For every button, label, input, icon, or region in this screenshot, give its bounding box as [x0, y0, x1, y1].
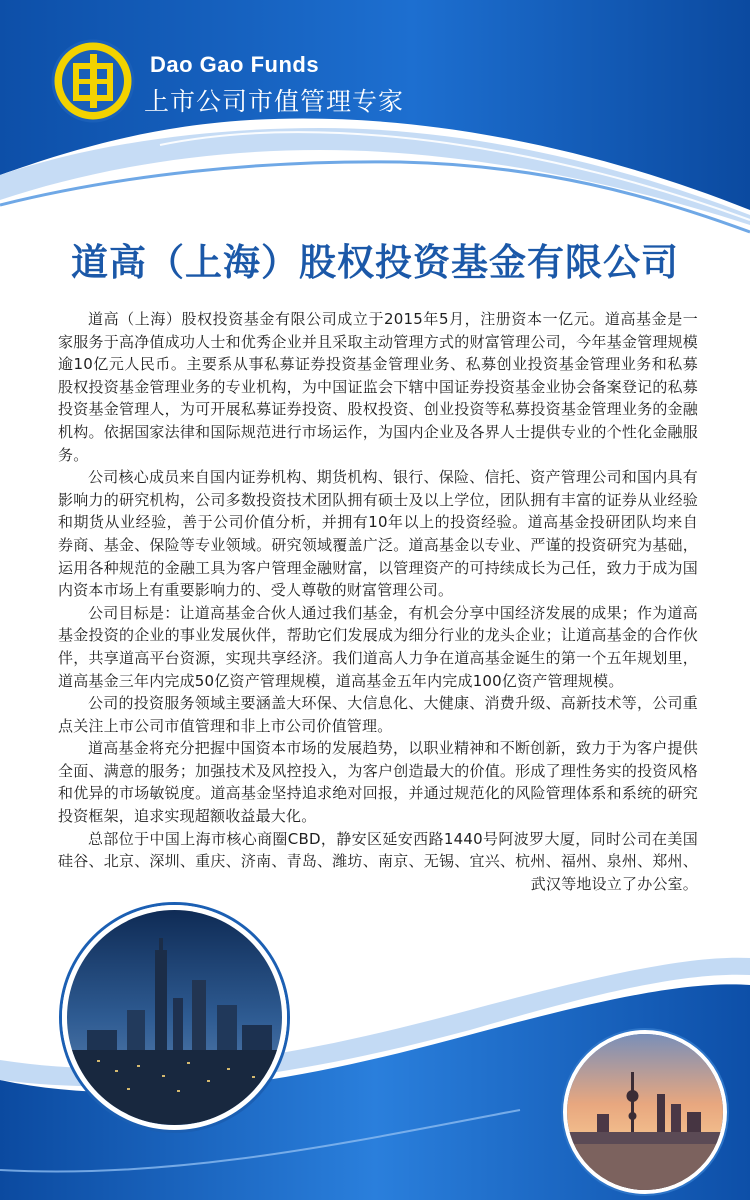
paragraph-sectors: 公司的投资服务领域主要涵盖大环保、大信息化、大健康、消费升级、高新技术等，公司重点关注上市公司市值管理和非上市公司价值管理。: [58, 694, 698, 735]
paragraph-team: 公司核心成员来自国内证券机构、期货机构、银行、保险、信托、资产管理公司和国内具有影响力的研究机构，公司多数投资技术团队拥有硕士及以上学位，团队拥有丰富的证券从业经验和期货从业经验，善于公司价值分析，并拥有10年以上的投资经验。道高基金投研团队均来自券商、基金、保险等专业领域。研究领域覆盖广泛。道高基金以专业、严谨的投资研究为基础，运用各种规范的金融工具为客户管理金融财富，以管理资产的可持续成长为己任，致力于成为国内资本市场上有重要影响力的、受人尊敬的财富管理公司。: [58, 468, 698, 600]
header: [0, 0, 750, 160]
city-skyline-night-photo: [62, 905, 287, 1130]
intro-text: [58, 308, 698, 895]
paragraph-strategy: 道高基金将充分把握中国资本市场的发展趋势，以职业精神和不断创新，致力于为客户提供全面、满意的服务；加强技术及风控投入，为客户创造最大的价值。形成了理性务实的投资风格和优异的市场敏锐度。道高基金坚持追求绝对回报，并通过规范化的风险管理体系和系统的研究投资框架，追求实现超额收益最大化。: [58, 739, 698, 826]
brand-slogan: 上市公司市值管理专家: [144, 87, 405, 116]
city-skyline-sunset-photo: [563, 1030, 727, 1194]
company-seal-logo-icon: [50, 38, 136, 124]
page-title: 道高（上海）股权投资基金有限公司: [71, 241, 679, 284]
paragraph-goals: 公司目标是：让道高基金合伙人通过我们基金，有机会分享中国经济发展的成果；作为道高基金投资的企业的事业发展伙伴，帮助它们发展成为细分行业的龙头企业；让道高基金的合作伙伴，共享道高平台资源，实现共享经济。我们道高人力争在道高基金诞生的第一个五年规划里，道高基金三年内完成50亿资产管理规模，道高基金五年内完成100亿资产管理规模。: [58, 603, 698, 690]
paragraph-founding: 道高（上海）股权投资基金有限公司成立于2015年5月，注册资本一亿元。道高基金是一家服务于高净值成功人士和优秀企业并且采取主动管理方式的财富管理公司，今年基金管理规模逾10亿元人民币。主要系从事私募证券投资基金管理业务、私募创业投资基金管理业务和私募股权投资基金管理业务的专业机构，为中国证监会下辖中国证券投资基金业协会备案登记的私募投资基金管理人，为可开展私募证券投资、股权投资、创业投资等私募投资基金管理业务的金融机构。依据国家法律和国际规范进行市场运作，为国内企业及各界人士提供专业的个性化金融服务。: [58, 310, 698, 464]
paragraph-offices: 总部位于中国上海市核心商圈CBD，静安区延安西路1440号阿波罗大厦，同时公司在美国硅谷、北京、深圳、重庆、济南、青岛、潍坊、南京、无锡、宜兴、杭州、福州、泉州、郑州、武汉等地设立了办公室。: [58, 829, 698, 893]
brand-name-en: Dao Gao Funds: [150, 52, 320, 77]
